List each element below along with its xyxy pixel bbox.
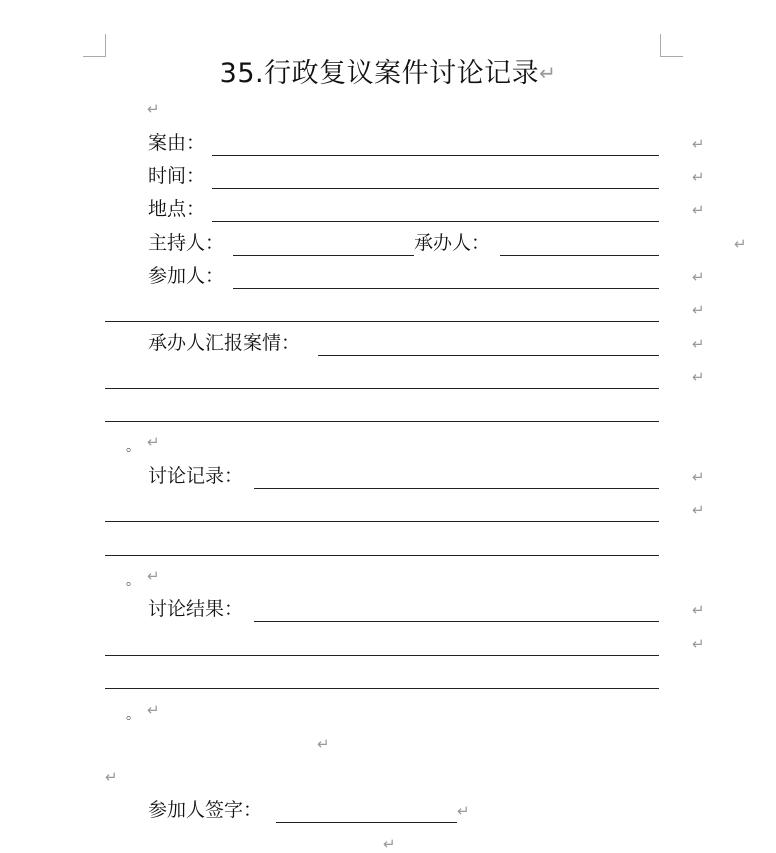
paragraph-mark: ↵ <box>147 100 160 118</box>
period-mark: 。 <box>126 707 140 723</box>
handler-label: 承办人： <box>414 232 491 254</box>
paragraph-mark: ↵ <box>734 235 747 253</box>
blank-line[interactable] <box>105 655 659 656</box>
blank-line[interactable] <box>105 688 659 689</box>
blank-line[interactable] <box>105 421 659 422</box>
document-title <box>0 54 776 94</box>
paragraph-mark: ↵ <box>147 701 160 719</box>
paragraph-mark: ↵ <box>692 601 705 619</box>
discussion-result-field-line[interactable] <box>254 621 659 622</box>
paragraph-mark: ↵ <box>692 168 705 186</box>
time-label: 时间： <box>148 165 206 187</box>
paragraph-mark: ↵ <box>692 468 705 486</box>
handler-report-label: 承办人汇报案情： <box>148 332 301 354</box>
discussion-record-label: 讨论记录： <box>148 465 244 487</box>
paragraph-mark: ↵ <box>692 135 705 153</box>
host-field-line[interactable] <box>233 255 414 256</box>
place-label: 地点： <box>148 198 206 220</box>
handler-report-field-line[interactable] <box>318 355 659 356</box>
discussion-result-label: 讨论结果： <box>148 598 244 620</box>
signature-label: 参加人签字： <box>148 799 263 821</box>
participants-label: 参加人： <box>148 265 225 287</box>
paragraph-mark: ↵ <box>692 268 705 286</box>
blank-line[interactable] <box>105 521 659 522</box>
paragraph-mark: ↵ <box>457 802 470 820</box>
document-title-text: 35.行政复议案件讨论记录 <box>219 58 540 89</box>
paragraph-mark: ↵ <box>317 735 330 753</box>
period-mark: 。 <box>126 439 140 455</box>
discussion-record-field-line[interactable] <box>254 488 659 489</box>
host-label: 主持人： <box>148 232 225 254</box>
blank-line[interactable] <box>105 388 659 389</box>
paragraph-mark: ↵ <box>692 301 705 319</box>
place-field-line[interactable] <box>212 221 659 222</box>
case-field-line[interactable] <box>212 155 659 156</box>
paragraph-mark: ↵ <box>692 368 705 386</box>
signature-field-line[interactable] <box>276 822 457 823</box>
paragraph-mark: ↵ <box>539 61 557 85</box>
blank-line[interactable] <box>105 321 659 322</box>
paragraph-mark: ↵ <box>105 768 118 786</box>
participants-field-line[interactable] <box>233 288 659 289</box>
paragraph-mark: ↵ <box>692 201 705 219</box>
blank-line[interactable] <box>105 555 659 556</box>
paragraph-mark: ↵ <box>692 501 705 519</box>
period-mark: 。 <box>126 573 140 589</box>
handler-field-line[interactable] <box>500 255 659 256</box>
paragraph-mark: ↵ <box>692 335 705 353</box>
paragraph-mark: ↵ <box>147 433 160 451</box>
time-field-line[interactable] <box>212 188 659 189</box>
paragraph-mark: ↵ <box>383 835 396 853</box>
paragraph-mark: ↵ <box>147 567 160 585</box>
paragraph-mark: ↵ <box>692 635 705 653</box>
case-label: 案由： <box>148 132 206 154</box>
